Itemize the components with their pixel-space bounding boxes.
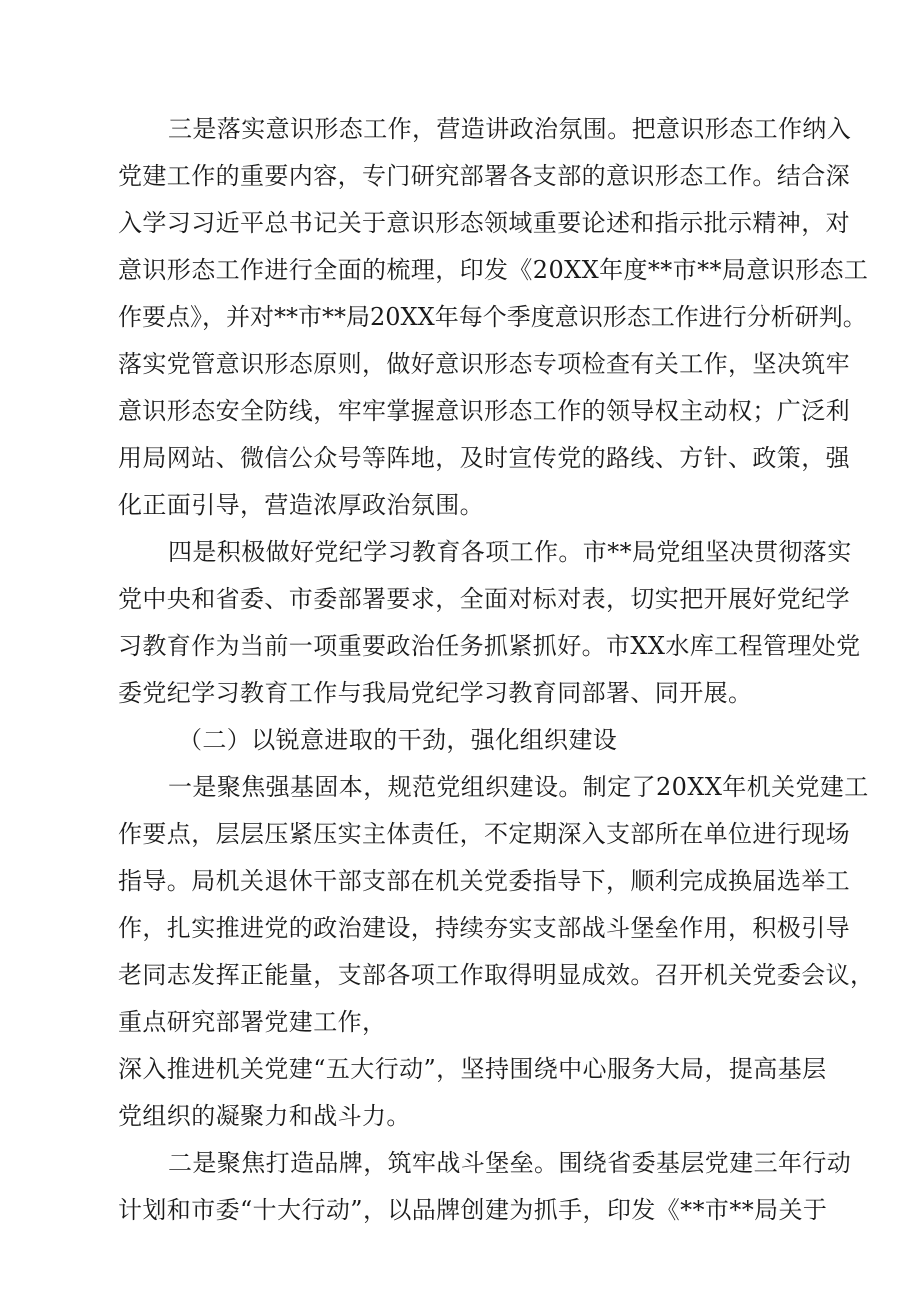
para-line: 化正面引导，营造浓厚政治氛围。: [118, 491, 484, 519]
para-line: 落实党管意识形态原则，做好意识形态专项检查有关工作，坚决筑牢: [118, 350, 850, 378]
para-line: 深入推进机关党建“五大行动”，坚持围绕中心服务大局，提高基层: [118, 1055, 827, 1083]
para-line: 三是落实意识形态工作，营造讲政治氛围。把意识形态工作纳入: [168, 115, 852, 143]
para-line: 重点研究部署党建工作，: [118, 1008, 387, 1036]
para-line: 老同志发挥正能量，支部各项工作取得明显成效。召开机关党委会议，: [118, 961, 875, 989]
para-line: 作，扎实推进党的政治建设，持续夯实支部战斗堡垒作用，积极引导: [118, 914, 850, 942]
para-line: 作要点，层层压紧压实主体责任，不定期深入支部所在单位进行现场: [118, 820, 850, 848]
para-line: 作要点》，并对**市**局20XX年每个季度意识形态工作进行分析研判。: [118, 303, 867, 331]
para-line: 党组织的凝聚力和战斗力。: [118, 1102, 411, 1130]
para-line: 计划和市委“十大行动”，以品牌创建为抓手，印发《**市**局关于: [118, 1196, 828, 1224]
para-line: 意识形态安全防线，牢牢掌握意识形态工作的领导权主动权；广泛利: [118, 397, 850, 425]
para-line: 意识形态工作进行全面的梳理，印发《20XX年度**市**局意识形态工: [118, 256, 869, 284]
para-line: 委党纪学习教育工作与我局党纪学习教育同部署、同开展。: [118, 679, 753, 707]
para-line: 一是聚焦强基固本，规范党组织建设。制定了20XX年机关党建工: [168, 773, 869, 801]
section-heading: （二）以锐意进取的干劲，强化组织建设: [178, 726, 618, 754]
para-line: 习教育作为当前一项重要政治任务抓紧抓好。市XX水库工程管理处党: [118, 632, 861, 660]
para-line: 指导。局机关退休干部支部在机关党委指导下，顺利完成换届选举工: [118, 867, 850, 895]
para-line: 四是积极做好党纪学习教育各项工作。市**局党组坚决贯彻落实: [168, 538, 852, 566]
para-line: 入学习习近平总书记关于意识形态领域重要论述和指示批示精神，对: [118, 209, 850, 237]
para-line: 党建工作的重要内容，专门研究部署各支部的意识形态工作。结合深: [118, 162, 850, 190]
para-line: 用局网站、微信公众号等阵地，及时宣传党的路线、方针、政策，强: [118, 444, 850, 472]
para-line: 二是聚焦打造品牌，筑牢战斗堡垒。围绕省委基层党建三年行动: [168, 1149, 852, 1177]
para-line: 党中央和省委、市委部署要求，全面对标对表，切实把开展好党纪学: [118, 585, 850, 613]
